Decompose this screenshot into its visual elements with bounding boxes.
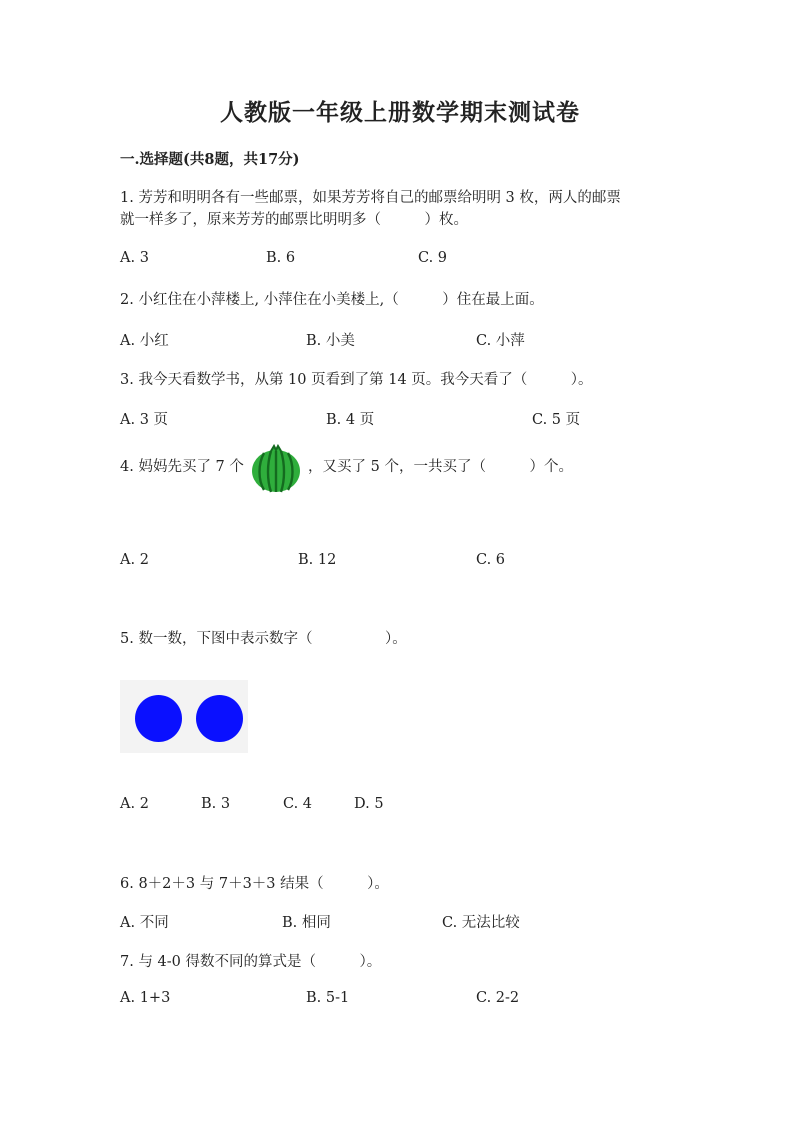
question-2-option-a: A. 小红 [120, 333, 169, 349]
question-1-option-b: B. 6 [266, 250, 296, 266]
question-4-text-after: ，又买了 5 个，一共买了（ ）个。 [308, 459, 573, 475]
question-3-option-b: B. 4 页 [326, 412, 375, 428]
question-5-text: 5. 数一数，下图中表示数字（ ）。 [120, 631, 407, 647]
question-5-option-b: B. 3 [201, 796, 231, 812]
watermelon-icon [250, 444, 302, 494]
question-4-option-c: C. 6 [476, 552, 506, 568]
question-5-option-a: A. 2 [120, 796, 149, 812]
question-5-option-d: D. 5 [354, 796, 384, 812]
question-4-option-a: A. 2 [120, 552, 149, 568]
question-3-text: 3. 我今天看数学书，从第 10 页看到了第 14 页。我今天看了（ ）。 [120, 372, 593, 388]
question-1-option-a: A. 3 [120, 250, 149, 266]
question-6-option-b: B. 相同 [282, 915, 331, 931]
section-heading: 一.选择题(共8题，共17分) [120, 151, 300, 168]
blue-dot [135, 695, 182, 742]
question-6-option-a: A. 不同 [120, 915, 169, 931]
question-2-text: 2. 小红住在小萍楼上, 小萍住在小美楼上,（ ）住在最上面。 [120, 292, 544, 308]
question-7-option-a: A. 1+3 [120, 990, 171, 1006]
question-4-text-before: 4. 妈妈先买了 7 个 [120, 459, 244, 475]
question-7-option-c: C. 2-2 [476, 990, 520, 1006]
question-7-option-b: B. 5-1 [306, 990, 350, 1006]
question-5-option-c: C. 4 [283, 796, 313, 812]
dots-figure [120, 680, 248, 753]
question-6-text: 6. 8＋2＋3 与 7＋3＋3 结果（ ）。 [120, 876, 389, 892]
question-2-option-c: C. 小萍 [476, 333, 525, 349]
question-6-option-c: C. 无法比较 [442, 915, 520, 931]
question-3-option-c: C. 5 页 [532, 412, 581, 428]
question-4-option-b: B. 12 [298, 552, 337, 568]
blue-dot [196, 695, 243, 742]
page-title: 人教版一年级上册数学期末测试卷 [220, 99, 580, 126]
question-2-option-b: B. 小美 [306, 333, 355, 349]
question-1-line-2: 就一样多了，原来芳芳的邮票比明明多（ ）枚。 [120, 212, 468, 228]
question-3-option-a: A. 3 页 [120, 412, 169, 428]
question-1-option-c: C. 9 [418, 250, 448, 266]
question-7-text: 7. 与 4-0 得数不同的算式是（ ）。 [120, 954, 382, 970]
question-1-line-1: 1. 芳芳和明明各有一些邮票，如果芳芳将自己的邮票给明明 3 枚，两人的邮票 [120, 190, 621, 206]
